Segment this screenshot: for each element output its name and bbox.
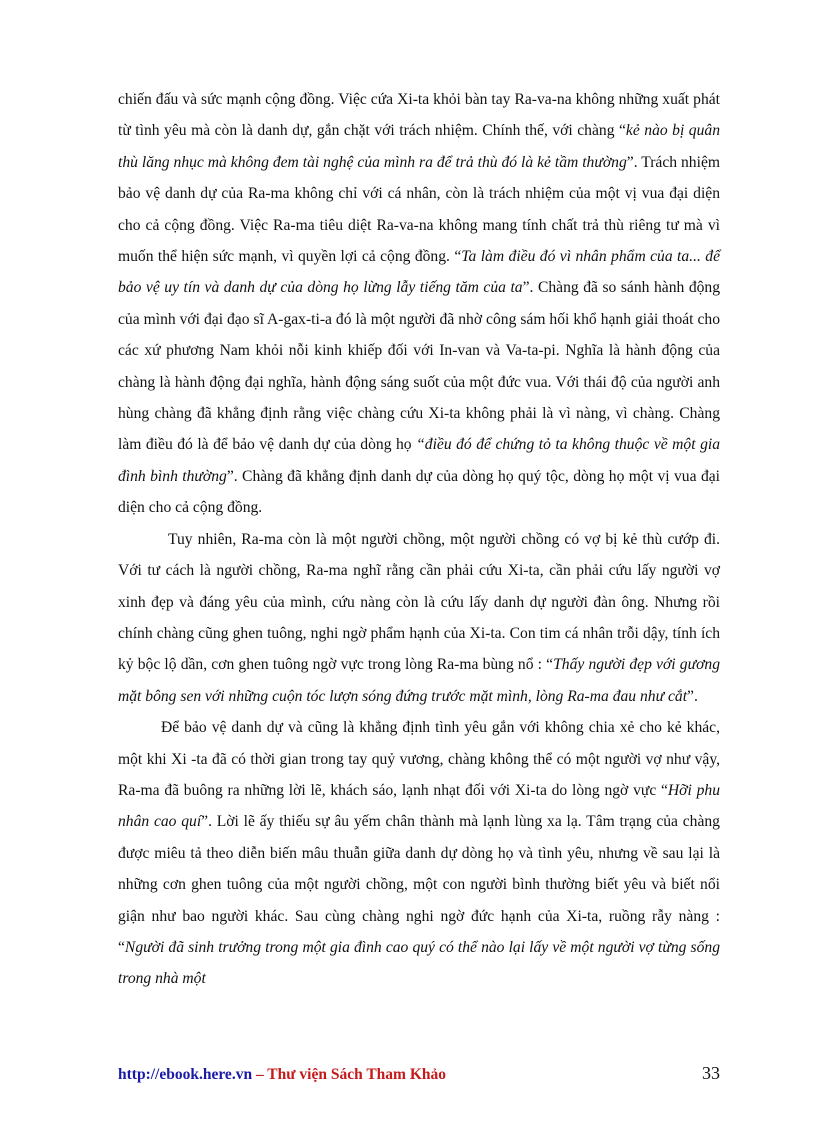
page-number: 33 <box>702 1063 720 1083</box>
paragraph-2 <box>118 524 720 712</box>
text-run: ”. Chàng đã so sánh hành động của mình với đại đạo sĩ A-gax-ti-a đó là một người đã nhờ công sám hối khổ hạnh giải thoát cho các xứ phương Nam khỏi nỗi kinh khiếp đối với In-van và Va-ta-pi. Nghĩa là hành động của chàng là hành động đại nghĩa, hành động sáng suốt của một đức vua. Với thái độ của người anh hùng chàng đã khẳng định rằng việc chàng cứu Xi-ta không phải là vì nàng, vì chàng. Chàng làm điều đó là để bảo vệ danh dự của dòng họ <box>118 279 721 454</box>
quote-text: Hỡi phu nhân cao quí <box>118 781 720 831</box>
quote-text: Người đã sinh trưởng trong một gia đình cao quý có thể nào lại lấy về một người vợ từng sống trong nhà một <box>118 938 720 988</box>
text-run: Để bảo vệ danh dự và cũng là khẳng định tình yêu gắn với không chia xẻ cho kẻ khác, một khi Xi -ta đã có thời gian trong tay quỷ vương, chàng không thể có một người vợ như vậy, Ra-ma đã buông ra những lời lẽ, khách sáo, lạnh nhạt đối với Xi-ta do lòng ngờ vực “ <box>118 719 720 799</box>
text-run: ”. Lời lẽ ấy thiếu sự âu yếm chân thành mà lạnh lùng xa lạ. Tâm trạng của chàng được miêu tả theo diễn biến mâu thuẫn giữa danh dự dòng họ và tình yêu, nhưng về sau lại là những cơn ghen tuông của một người chồng, một con người bình thường biết yêu và biết nổi giận như bao người khác. Sau cùng chàng nghi ngờ đức hạnh của Xi-ta, ruồng rẫy nàng : “ <box>118 813 720 956</box>
footer-url-link[interactable]: http://ebook.here.vn <box>118 1066 253 1083</box>
footer-library-name: Thư viện Sách Tham Khảo <box>267 1066 447 1083</box>
quote-text: Thấy người đẹp với gương mặt bông sen với những cuộn tóc lượn sóng đứng trước mặt mình, lòng Ra-ma đau như cắt <box>118 656 720 705</box>
document-body <box>118 84 720 995</box>
page-footer <box>118 1063 720 1087</box>
quote-text: kẻ nào bị quân thù lăng nhục mà không đem tài nghệ của mình ra để trả thù đó là kẻ tầm thường <box>118 122 720 171</box>
text-run: ”. Trách nhiệm bảo vệ danh dự của Ra-ma không chỉ với cá nhân, còn là trách nhiệm của một vị vua đại diện cho cả cộng đồng. Việc Ra-ma tiêu diệt Ra-va-na không mang tính chất trả thù riêng tư mà vì muốn thể hiện sức mạnh, vì quyền lợi cả cộng đồng. “ <box>118 153 720 266</box>
quote-text: Ta làm điều đó vì nhân phẩm của ta... để bảo vệ uy tín và danh dự của dòng họ lừng lẫy tiếng tăm của ta <box>118 248 720 297</box>
text-run: ”. <box>687 687 698 705</box>
footer-separator: – <box>252 1066 268 1083</box>
paragraph-1 <box>118 84 720 524</box>
paragraph-3 <box>118 712 720 995</box>
quote-text: “điều đó để chứng tỏ ta không thuộc về một gia đình bình thường <box>118 436 721 485</box>
text-run: chiến đấu và sức mạnh cộng đồng. Việc cứa Xi-ta khỏi bàn tay Ra-va-na không những xuất phát từ tình yêu mà còn là danh dự, gắn chặt với trách nhiệm. Chính thế, với chàng “ <box>118 91 720 140</box>
text-run: Tuy nhiên, Ra-ma còn là một người chồng, một người chồng có vợ bị kẻ thù cướp đi. Với tư cách là người chồng, Ra-ma nghĩ rằng cần phải cứu Xi-ta, cần phải cứu lấy người vợ xinh đẹp và đáng yêu của mình, cứu nàng còn là cứu lấy danh dự người đàn ông. Nhưng rồi chính chàng cũng ghen tuông, nghi ngờ phẩm hạnh của Xi-ta. Con tim cá nhân trỗi dậy, tính ích kỷ bộc lộ dần, cơn ghen tuông ngờ vực trong lòng Ra-ma bùng nổ : “ <box>118 530 720 674</box>
text-run: ”. Chàng đã khẳng định danh dự của dòng họ quý tộc, dòng họ một vị vua đại diện cho cả cộng đồng. <box>118 467 720 517</box>
footer-source <box>118 1066 446 1084</box>
